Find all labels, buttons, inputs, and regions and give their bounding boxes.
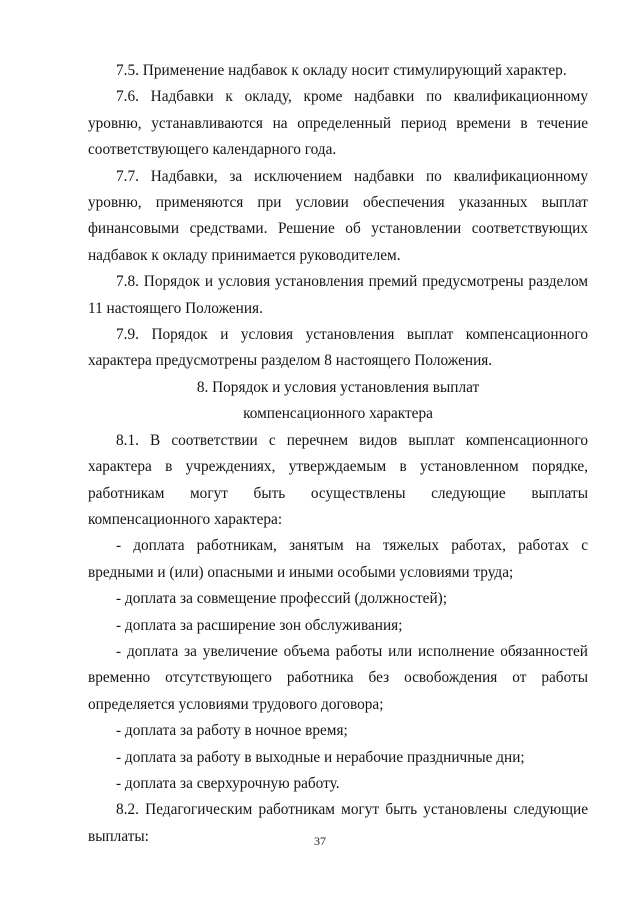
section-heading-line-2: компенсационного характера bbox=[243, 405, 433, 423]
section-heading-line-1: 8. Порядок и условия установления выплат bbox=[196, 378, 480, 396]
paragraph-7-8: 7.8. Порядок и условия установления премий предусмотрены разделом 11 настоящего Положения. bbox=[88, 273, 588, 317]
paragraph-7-5: 7.5. Применение надбавок к окладу носит стимулирующий характер. bbox=[116, 62, 567, 79]
paragraph-8-2: 8.2. Педагогическим работникам могут быть установлены следующие выплаты: bbox=[88, 801, 588, 845]
paragraph-7-6: 7.6. Надбавки к окладу, кроме надбавки по квалификационному уровню, устанавливаются на определенный период времени в течение соответствующего календарного года. bbox=[88, 88, 588, 159]
list-item-combined-professions: - доплата за совмещение профессий (должностей); bbox=[116, 590, 448, 608]
list-item-holiday-work: - доплата за работу в выходные и нерабочие праздничные дни; bbox=[116, 748, 525, 766]
paragraph-7-9: 7.9. Порядок и условия установления выплат компенсационного характера предусмотрены разделом 8 настоящего Положения. bbox=[88, 326, 588, 370]
list-item-night-work: - доплата за работу в ночное время; bbox=[116, 722, 348, 740]
document-body bbox=[88, 58, 588, 850]
paragraph-7-7: 7.7. Надбавки, за исключением надбавки по квалификационному уровню, применяются при условии обеспечения указанных выплат финансовыми средствами. Решение об установлении соответствующих надбавок к окладу принимается руководителем. bbox=[88, 167, 588, 264]
list-item-overtime: - доплата за сверхурочную работу. bbox=[116, 774, 340, 792]
paragraph-8-1: 8.1. В соответствии с перечнем видов выплат компенсационного характера в учреждениях, утверждаемым в установленном порядке, работникам могут быть осуществлены следующие выплаты компенсационного характера: bbox=[88, 431, 588, 528]
list-item-service-zones: - доплата за расширение зон обслуживания; bbox=[116, 616, 403, 634]
list-item-hazardous-work: - доплата работникам, занятым на тяжелых работах, работах с вредными и (или) опасными и иными особыми условиями труда; bbox=[88, 537, 588, 581]
page-number: 37 bbox=[314, 834, 326, 848]
list-item-workload-increase: - доплата за увеличение объема работы или исполнение обязанностей временно отсутствующего работника без освобождения от работы определяется условиями трудового договора; bbox=[88, 642, 588, 713]
